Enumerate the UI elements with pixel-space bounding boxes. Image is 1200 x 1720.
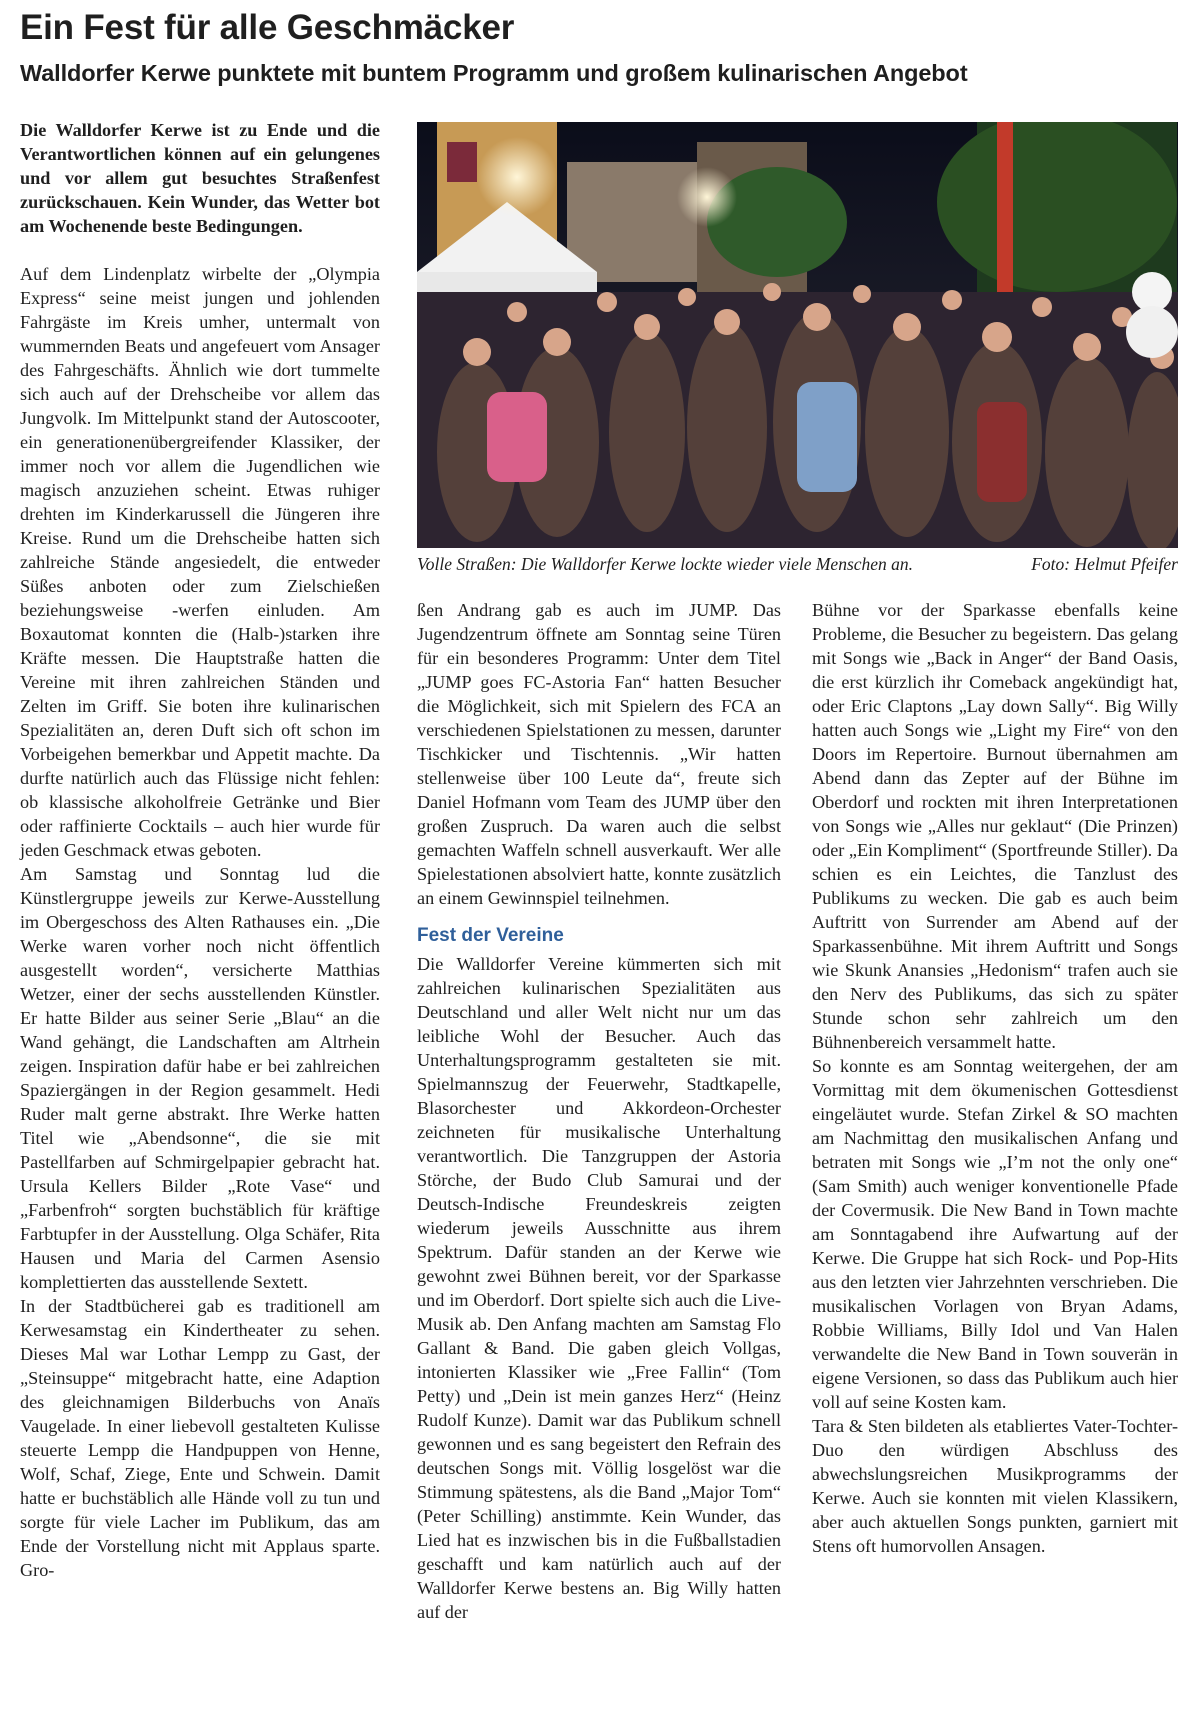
crowd-photo [417,122,1178,548]
headline: Ein Fest für alle Geschmäcker [20,8,515,47]
body-paragraph: Auf dem Lindenplatz wirbelte der „Olympia Express“ seine meist jungen und johlenden Fahrgäste im Kreis umher, untermalt von wummernden Beats und angefeuert vom Ansager des Fahrgeschäfts. Ähnlich wie dort tummelte sich auch auf der Drehscheibe vor allem das Jungvolk. Im Mittelpunkt stand der Autoscooter, ein generationenübergreifender Klassiker, der immer noch vor allem die Jugendlichen wie magisch anzuziehen scheint. Etwas ruhiger drehten im Kinderkarussell die Jüngeren ihre Kreise. Rund um die Drehscheibe hatten sich zahlreiche Stände angesiedelt, die entweder Süßes anboten oder zum Zielschießen beziehungsweise -werfen einluden. Am Boxautomat konnten die (Halb-)starken ihre Kräfte messen. Die Hauptstraße hatten die Vereine mit ihren zahlreichen Ständen und Zelten im Griff. Sie boten ihre kulinarischen Spezialitäten an, deren Duft sich oft schon im Vorbeigehen bemerkbar und Appetit machte. Da durfte natürlich auch das Flüssige nicht fehlen: ob klassische alkoholfreie Getränke und Bier oder raffinierte Cocktails – auch hier wurde für jeden Geschmack etwas geboten. [20,264,380,860]
article-column-2 [417,598,781,1624]
body-paragraph: ßen Andrang gab es auch im JUMP. Das Jugendzentrum öffnete am Sonntag seine Türen für ein besonderes Programm: Unter dem Titel „JUMP goes FC-Astoria Fan“ hatten Besucher die Möglichkeit, sich mit Spielern des FCA an verschiedenen Spielstationen zu messen, darunter Tischkicker und Tischtennis. „Wir hatten stellenweise über 100 Leute da“, freute sich Daniel Hofmann vom Team des JUMP über den großen Zuspruch. Da waren auch die selbst gemachten Waffeln schnell ausverkauft. Wer alle Spielestationen absolviert hatte, konnte zusätzlich an einem Gewinnspiel teilnehmen. [417,600,781,908]
body-paragraph: Die Walldorfer Vereine kümmerten sich mit zahlreichen kulinarischen Spezialitäten aus Deutschland und aller Welt nicht nur um das leibliche Wohl der Besucher. Auch das Unterhaltungsprogramm gestalteten sie mit. Spielmannszug der Feuerwehr, Stadtkapelle, Blasorchester und Akkordeon-Orchester zeichneten für musikalische Unterhaltung verantwortlich. Die Tanzgruppen der Astoria Störche, der Budo Club Samurai und der Deutsch-Indische Freundeskreis zeigten wiederum jeweils Ausschnitte aus ihrem Spektrum. Dafür standen an der Kerwe wie gewohnt zwei Bühnen bereit, vor der Sparkasse und im Oberdorf. Dort spielte sich auch die Live-Musik ab. Den Anfang machten am Samstag Flo Gallant & Band. Die gaben gleich Vollgas, intonierten Klassiker wie „Free Fallin“ (Tom Petty) und „Dein ist mein ganzes Herz“ (Heinz Rudolf Kunze). Damit war das Publikum schnell gewonnen und es sang begeistert den Refrain des deutschen Songs mit. Völlig losgelöst war die Stimmung spätestens, als die Band „Major Tom“ (Peter Schilling) anstimmte. Kein Wunder, das Lied hat es inzwischen bis in die Fußballstadien geschafft und kam natürlich auch auf der Walldorfer Kerwe bestens an. Big Willy hatten auf der [417,954,781,1622]
body-paragraph: So konnte es am Sonntag weitergehen, der am Vormittag mit dem ökumenischen Gottesdienst eingeläutet wurde. Stefan Zirkel & SO machten am Nachmittag den musikalischen Anfang und betraten mit Songs wie „I’m not the only one“ (Sam Smith) auch weniger konventionelle Pfade der Covermusik. Die New Band in Town machte am Sonntagabend ihre Aufwartung auf der Kerwe. Die Gruppe hat sich Rock- und Pop-Hits aus den letzten vier Jahrzehnten verschrieben. Die musikalischen Vorlagen von Bryan Adams, Robbie Williams, Billy Idol und Van Halen verwandelte die New Band in Town souverän in eigene Versionen, so dass das Publikum auch hier voll auf seine Kosten kam. [812,1056,1178,1412]
lead-paragraph: Die Walldorfer Kerwe ist zu Ende und die Verantwortlichen können auf ein gelungenes und vor allem gut besuchtes Straßenfest zurückschauen. Kein Wunder, das Wetter bot am Wochenende beste Bedingungen. [20,120,380,236]
article-column-1 [20,118,380,1582]
body-paragraph: Tara & Sten bildeten als etabliertes Vater-Tochter-Duo den würdigen Abschluss des abwechslungsreichen Musikprogramms der Kerwe. Auch sie konnten mit vielen Klassikern, aber auch aktuellen Songs punkten, garniert mit Stens oft humorvollen Ansagen. [812,1416,1178,1556]
photo-credit: Foto: Helmut Pfeifer [1031,554,1178,574]
subheadline: Walldorfer Kerwe punktete mit buntem Programm und großem kulinarischen Angebot [20,60,968,86]
section-heading: Fest der Vereine [417,925,564,946]
article-column-3 [812,598,1178,1558]
body-paragraph: In der Stadtbücherei gab es traditionell am Kerwesamstag ein Kindertheater zu sehen. Dieses Mal war Lothar Lempp zu Gast, der „Steinsuppe“ mitgebracht hatte, eine Adaption des gleichnamigen Bilderbuchs von Anaïs Vaugelade. In einer liebevoll gestalteten Kulisse steuerte Lempp die Handpuppen von Henne, Wolf, Schaf, Ziege, Ente und Schwein. Damit hatte er buchstäblich alle Hände voll zu tun und sorgte für viele Lacher im Publikum, das am Ende der Vorstellung nicht mit Applaus sparte. Gro- [20,1296,380,1580]
photo-caption [417,552,1178,576]
body-paragraph: Bühne vor der Sparkasse ebenfalls keine Probleme, die Besucher zu begeistern. Das gelang mit Songs wie „Back in Anger“ der Band Oasis, die erst kürzlich ihr Comeback angekündigt hat, oder Eric Claptons „Lay down Sally“. Big Willy hatten auch Songs wie „Light my Fire“ von den Doors im Repertoire. Burnout übernahmen am Abend dann das Zepter auf der Bühne im Oberdorf und rockten mit ihren Interpretationen von Songs wie „Alles nur geklaut“ (Die Prinzen) oder „Ein Kompliment“ (Sportfreunde Stiller). Da schien es ein Leichtes, die Tanzlust des Publikums zu wecken. Die gab es auch beim Auftritt von Surrender am Abend auf der Sparkassenbühne. Mit ihrem Auftritt und Songs wie Skunk Anansies „Hedonism“ trafen auch sie den Nerv des Publikums, das sich zu später Stunde schon sehr zahlreich um den Bühnenbereich versammelt hatte. [812,600,1178,1052]
body-paragraph: Am Samstag und Sonntag lud die Künstlergruppe jeweils zur Kerwe-Ausstellung im Obergeschoss des Alten Rathauses ein. „Die Werke waren vorher noch nicht öffentlich ausgestellt worden“, versicherte Matthias Wetzer, einer der sechs ausstellenden Künstler. Er hatte Bilder aus seiner Serie „Blau“ an die Wand gehängt, die Landschaften am Altrhein zeigen. Inspiration dafür habe er bei zahlreichen Spaziergängen in der Region gesammelt. Hedi Ruder malt gerne abstrakt. Ihre Werke hatten Titel wie „Abendsonne“, die sie mit Pastellfarben auf Schmirgelpapier gebracht hat. Ursula Kellers Bilder „Rote Vase“ und „Farbenfroh“ sorgten buchstäblich für kräftige Farbtupfer in der Ausstellung. Olga Schäfer, Rita Hausen und Maria del Carmen Asensio komplettierten das ausstellende Sextett. [20,864,380,1292]
crowd-photo-illustration [417,122,1178,548]
caption-text: Volle Straßen: Die Walldorfer Kerwe lockte wieder viele Menschen an. [417,554,914,574]
